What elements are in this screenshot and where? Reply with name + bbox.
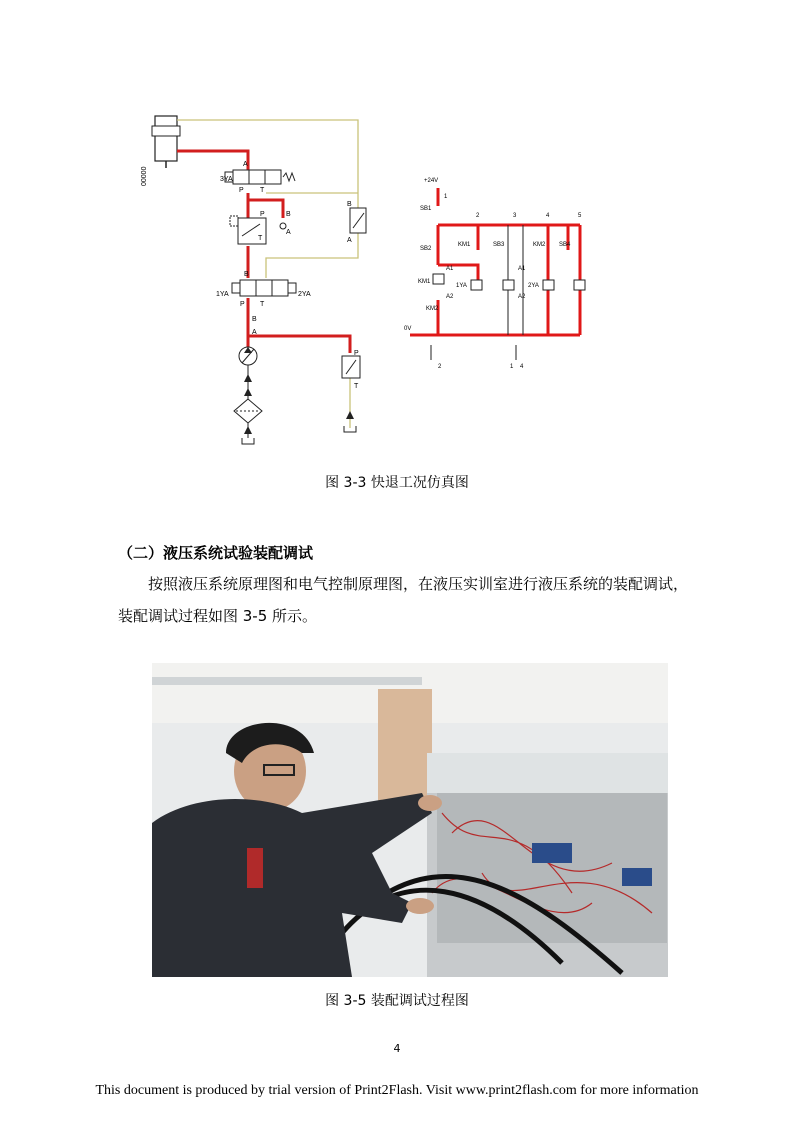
body-paragraph: 按照液压系统原理图和电气控制原理图，在液压实训室进行液压系统的装配调试，装配调试过程如图 3-5 所示。: [118, 575, 689, 625]
svg-text:1YA: 1YA: [456, 283, 467, 289]
svg-text:A: A: [286, 229, 291, 236]
svg-text:SB4: SB4: [559, 242, 571, 248]
trial-watermark-footer: This document is produced by trial version of Print2Flash. Visit www.print2flash.com for more information: [95, 1083, 699, 1098]
svg-text:SB3: SB3: [493, 242, 505, 248]
svg-text:B: B: [286, 211, 291, 218]
figure-caption-3-5: 图 3-5 装配调试过程图: [325, 993, 469, 1009]
svg-text:KM2: KM2: [533, 242, 546, 248]
svg-text:KM1: KM1: [418, 279, 431, 285]
svg-text:T: T: [258, 235, 263, 242]
page-number: 4: [393, 1042, 401, 1055]
svg-text:B: B: [244, 271, 249, 278]
pump-assembly: [234, 347, 262, 444]
svg-text:B: B: [252, 316, 257, 323]
svg-text:SB1: SB1: [420, 206, 432, 212]
valve-1ya-2ya: [216, 271, 311, 336]
svg-text:T: T: [260, 301, 265, 308]
svg-text:P: P: [260, 211, 265, 218]
svg-text:4: 4: [520, 364, 524, 370]
svg-text:KM1: KM1: [458, 242, 471, 248]
svg-text:A1: A1: [518, 266, 526, 272]
svg-text:4: 4: [546, 213, 550, 219]
svg-text:A2: A2: [518, 294, 526, 300]
svg-text:A: A: [252, 329, 257, 336]
valve-3ya: [220, 161, 295, 194]
svg-text:T: T: [260, 187, 265, 194]
return-lines: [177, 120, 358, 428]
svg-text:P: P: [239, 187, 244, 194]
svg-text:2YA: 2YA: [298, 291, 311, 298]
svg-text:5: 5: [578, 213, 582, 219]
svg-text:2: 2: [476, 213, 480, 219]
electrical-circuit-diagram: [398, 170, 608, 375]
svg-text:1: 1: [510, 364, 514, 370]
svg-text:1: 1: [444, 194, 448, 200]
svg-text:KM2: KM2: [426, 306, 439, 312]
assembly-photo: [152, 663, 668, 977]
throttle-valve: [347, 201, 366, 244]
svg-text:B: B: [347, 201, 352, 208]
svg-text:2YA: 2YA: [528, 283, 539, 289]
svg-text:T: T: [354, 383, 359, 390]
svg-text:A: A: [243, 161, 248, 168]
svg-text:3YA: 3YA: [220, 176, 233, 183]
svg-text:SB2: SB2: [420, 246, 432, 252]
hydraulic-cylinder: [141, 116, 180, 186]
svg-text:0V: 0V: [404, 326, 412, 332]
svg-text:+24V: +24V: [424, 178, 439, 184]
svg-text:1YA: 1YA: [216, 291, 229, 298]
svg-text:2: 2: [438, 364, 442, 370]
svg-text:00000: 00000: [141, 166, 148, 186]
svg-text:3: 3: [513, 213, 517, 219]
svg-text:A2: A2: [446, 294, 454, 300]
svg-text:A1: A1: [446, 266, 454, 272]
svg-text:P: P: [354, 350, 359, 357]
figure-caption-3-3: 图 3-3 快退工况仿真图: [325, 475, 469, 491]
section-heading: （二）液压系统试验装配调试: [118, 544, 314, 562]
svg-text:A: A: [347, 237, 352, 244]
relief-valve: [342, 350, 360, 432]
hydraulic-schematic: [128, 108, 378, 453]
svg-text:P: P: [240, 301, 245, 308]
